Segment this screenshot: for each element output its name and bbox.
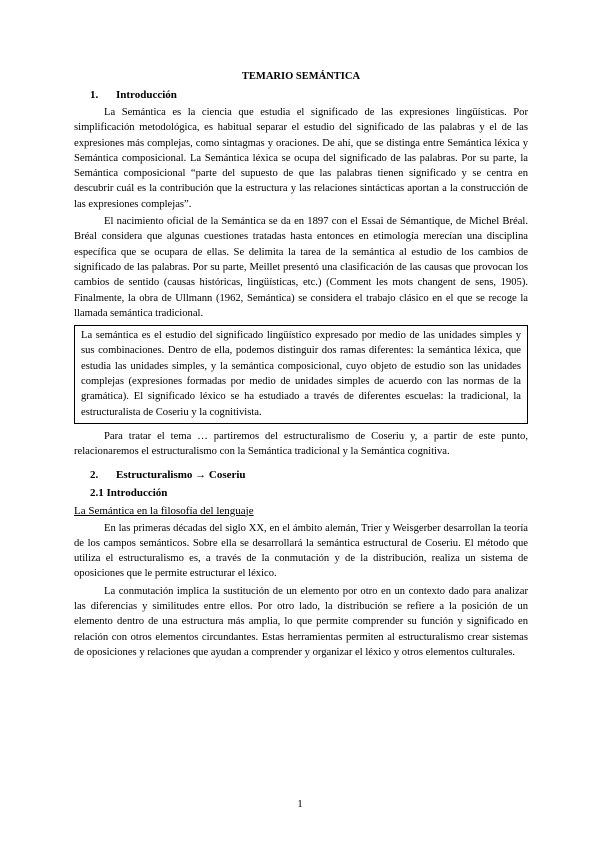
section-2-title: Estructuralismo → Coseriu bbox=[116, 468, 246, 481]
page-number: 1 bbox=[297, 798, 303, 810]
section-1-title: Introducción bbox=[116, 89, 177, 101]
paragraph: La Semántica es la ciencia que estudia el significado de las expresiones lingüísticas. Por simplificación metodológica, es habitual separar el estudio del significado de las palabras y el de las expresiones más complejas, como sintagmas y oraciones. De ahí, que se distinga entre Semántica léxica y Semántica composicional. La Semántica léxica se ocupa del significado de las palabras. Por su parte, la Semántica composicional “parte del supuesto de que las palabras tienen significado y se centra en descubrir cuál es la contribución que la estructura y las relaciones sintácticas aportan a la construcción de las expresiones complejas”. bbox=[74, 107, 528, 210]
subsection-heading: 2.1 Introducción bbox=[90, 486, 168, 499]
paragraph: El nacimiento oficial de la Semántica se da en 1897 con el Essai de Sémantique, de Michel Bréal. Bréal considera que algunas cuestiones tratadas hasta entonces en etimología merecían una disciplina específica que se ocupara de ellas. Se delimita la tarea de la semántica al estudio de los cambios de significado de las palabras. Por su parte, Meillet presentó una clasificación de las causas que provocan los cambios de sentido (causas históricas, lingüísticas, etc.) (Comment les mots changent de sens, 1905). Finalmente, la obra de Ullmann (1962, Semántica) se considera el trabajo clásico en el que se recoge la llamada semántica tradicional. bbox=[74, 216, 528, 319]
section-1-heading bbox=[74, 88, 528, 103]
paragraph: Para tratar el tema … partiremos del estructuralismo de Coseriu y, a partir de este punto, relacionaremos el estructuralismo con la Semántica tradicional y la Semántica cognitiva. bbox=[74, 430, 528, 458]
underlined-subtitle: La Semántica en la filosofía del lenguaje bbox=[74, 504, 254, 517]
section-2-number: 2. bbox=[90, 468, 99, 481]
page-content bbox=[74, 70, 528, 662]
paragraph: La conmutación implica la sustitución de un elemento por otro en un contexto dado para analizar las diferencias y similitudes entre ellos. Por otro lado, la distribución se refiere a la posición de un elemento dentro de una estructura más amplia, lo que permite comprender su función y significado en relación con otros elementos circundantes. Estas herramientas permiten al estructuralismo crear sistemas de oposiciones y relaciones que ayudan a comprender y organizar el léxico y otros elementos culturales. bbox=[74, 585, 528, 658]
paragraph: En las primeras décadas del siglo XX, en el ámbito alemán, Trier y Weisgerber desarrollan la teoría de los campos semánticos. Sobre ella se desarrollará la semántica estructural de Coseriu. El método que utiliza el estructuralismo es, a través de la conmutación y de la distribución, realiza un sistema de oposiciones que le permite estructurar el léxico. bbox=[74, 522, 528, 580]
section-2-heading bbox=[74, 468, 528, 483]
summary-text: La semántica es el estudio del significado lingüístico expresado por medio de las unidades simples y sus combinaciones. Dentro de ella, podemos distinguir dos ramas diferentes: la semántica léxica, que estudia las unidades simples, y la semántica composicional, cuyo objeto de estudio son las unidades complejas (expresiones formadas por medio de unidades simples de acuerdo con las normas de la gramática). El significado léxico se ha estudiado a través de diferentes escuelas: la tradicional, la estructuralista de Coseriu y la cognitivista. bbox=[81, 330, 521, 418]
section-1-number: 1. bbox=[90, 89, 99, 101]
summary-box bbox=[74, 325, 528, 424]
document-title: TEMARIO SEMÁNTICA bbox=[241, 71, 361, 82]
